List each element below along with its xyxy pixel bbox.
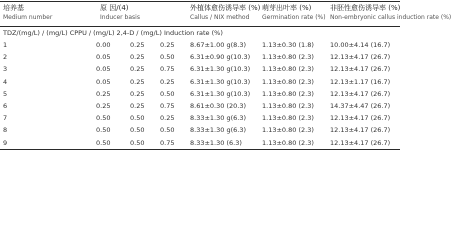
table-cell: 0.50 xyxy=(130,138,145,147)
sub-header: TDZ/(mg/L) / (mg/L) CPPU / (mg/L) 2,4-D / (mg/L) Induction rate (%) xyxy=(3,29,223,37)
table-cell: 0.25 xyxy=(160,114,175,123)
table-row xyxy=(0,124,400,137)
table-cell: 0.25 xyxy=(96,102,111,110)
table-cell: 5 xyxy=(3,89,8,98)
col-header-en: Germination rate (%) xyxy=(262,14,326,21)
table-cell: 0.25 xyxy=(130,53,145,62)
table-cell: 0.25 xyxy=(130,89,145,98)
bottom-rule xyxy=(0,149,400,150)
table-cell: 0.50 xyxy=(130,114,145,123)
col-header-inducer xyxy=(100,3,170,23)
col-header-zh: 外植体愈伤诱导率 (%) xyxy=(190,4,261,12)
table-row xyxy=(0,112,400,125)
table-cell: 6.31±1.30 g(10.3) xyxy=(190,77,251,86)
table-cell: 12.13±4.17 (26.7) xyxy=(330,89,391,98)
col-header-non-embryonic xyxy=(330,3,451,23)
col-header-en: Inducer basis xyxy=(100,14,140,21)
col-header-medium xyxy=(3,3,63,23)
table-cell: 0.25 xyxy=(96,89,111,98)
table-cell: 0.75 xyxy=(160,65,175,74)
table-cell: 0.25 xyxy=(130,102,145,110)
table-cell: 14.37±4.47 (26.7) xyxy=(330,102,391,110)
table-cell: 1.13±0.80 (2.3) xyxy=(262,114,314,123)
table-cell: 0.50 xyxy=(160,126,175,135)
col-header-en: Medium number xyxy=(3,14,53,21)
table-cell: 0.00 xyxy=(96,41,111,49)
table-cell: 1.13±0.80 (2.3) xyxy=(262,138,314,147)
table-cell: 7 xyxy=(3,114,8,123)
table-row xyxy=(0,88,400,101)
table-cell: 0.05 xyxy=(96,77,111,86)
table-row xyxy=(0,137,400,150)
table-cell: 0.25 xyxy=(160,41,175,49)
col-header-callus-rate xyxy=(190,3,260,23)
table-cell: 12.13±4.17 (26.7) xyxy=(330,138,391,147)
col-header-germination xyxy=(262,3,326,23)
col-header-zh: 培养基 xyxy=(3,4,24,12)
col-header-zh: 萌芽出叶率 (%) xyxy=(262,4,312,12)
table-cell: 9 xyxy=(3,138,8,147)
table-cell: 0.50 xyxy=(96,114,111,123)
table-cell: 12.13±4.17 (26.7) xyxy=(330,114,391,123)
col-header-zh: 原 因/(4) xyxy=(100,4,129,12)
top-rule xyxy=(0,1,400,2)
table-cell: 1.13±0.80 (2.3) xyxy=(262,102,314,110)
table-cell: 0.25 xyxy=(130,41,145,49)
table-row xyxy=(0,76,400,89)
table-cell: 12.13±4.17 (26.7) xyxy=(330,53,391,62)
table-cell: 1.13±0.30 (1.8) xyxy=(262,41,314,49)
table-cell: 1.13±0.80 (2.3) xyxy=(262,53,314,62)
table-cell: 0.05 xyxy=(96,53,111,62)
table-cell: 6.31±1.30 g(10.3) xyxy=(190,89,251,98)
table-cell: 8 xyxy=(3,126,8,135)
table-cell: 8.67±1.00 g(8.3) xyxy=(190,41,246,49)
table-cell: 1.13±0.80 (2.3) xyxy=(262,89,314,98)
table-cell: 1.13±0.80 (2.3) xyxy=(262,77,314,86)
col-header-en: Non-embryonic callus induction rate (%) xyxy=(330,14,451,21)
table-row xyxy=(0,63,400,76)
table-cell: 12.13±4.17 (26.7) xyxy=(330,126,391,135)
col-header-en: Callus / NIX method xyxy=(190,14,250,21)
table-cell: 0.50 xyxy=(160,53,175,62)
header-rule xyxy=(0,26,400,27)
table-cell: 0.75 xyxy=(160,138,175,147)
table-cell: 0.25 xyxy=(130,77,145,86)
table-row xyxy=(0,39,400,52)
table-cell: 8.33±1.30 g(6.3) xyxy=(190,126,246,135)
table-row xyxy=(0,100,400,113)
table-cell: 6.31±1.30 g(10.3) xyxy=(190,65,251,74)
table-cell: 6 xyxy=(3,102,8,110)
table-cell: 12.13±1.17 (16.7) xyxy=(330,77,391,86)
table-row xyxy=(0,51,400,64)
table-cell: 6.31±0.90 g(10.3) xyxy=(190,53,251,62)
col-header-zh: 非胚性愈伤诱导率 (%) xyxy=(330,4,401,12)
table-cell: 4 xyxy=(3,77,8,86)
table-cell: 10.00±4.14 (16.7) xyxy=(330,41,391,49)
table-cell: 0.50 xyxy=(96,126,111,135)
table-cell: 0.50 xyxy=(160,89,175,98)
table-cell: 1.13±0.80 (2.3) xyxy=(262,126,314,135)
table-cell: 0.50 xyxy=(96,138,111,147)
table-cell: 3 xyxy=(3,65,8,74)
table-cell: 8.61±0.30 (20.3) xyxy=(190,102,247,110)
table-cell: 0.05 xyxy=(96,65,111,74)
table-cell: 8.33±1.30 g(6.3) xyxy=(190,114,246,123)
table-cell: 0.25 xyxy=(130,65,145,74)
table-cell: 0.25 xyxy=(160,77,175,86)
table-cell: 0.50 xyxy=(130,126,145,135)
table-cell: 1 xyxy=(3,41,8,49)
table-cell: 2 xyxy=(3,53,8,62)
table-cell: 0.75 xyxy=(160,102,175,110)
table-cell: 1.13±0.80 (2.3) xyxy=(262,65,314,74)
table-cell: 12.13±4.17 (26.7) xyxy=(330,65,391,74)
table-cell: 8.33±1.30 (6.3) xyxy=(190,138,242,147)
